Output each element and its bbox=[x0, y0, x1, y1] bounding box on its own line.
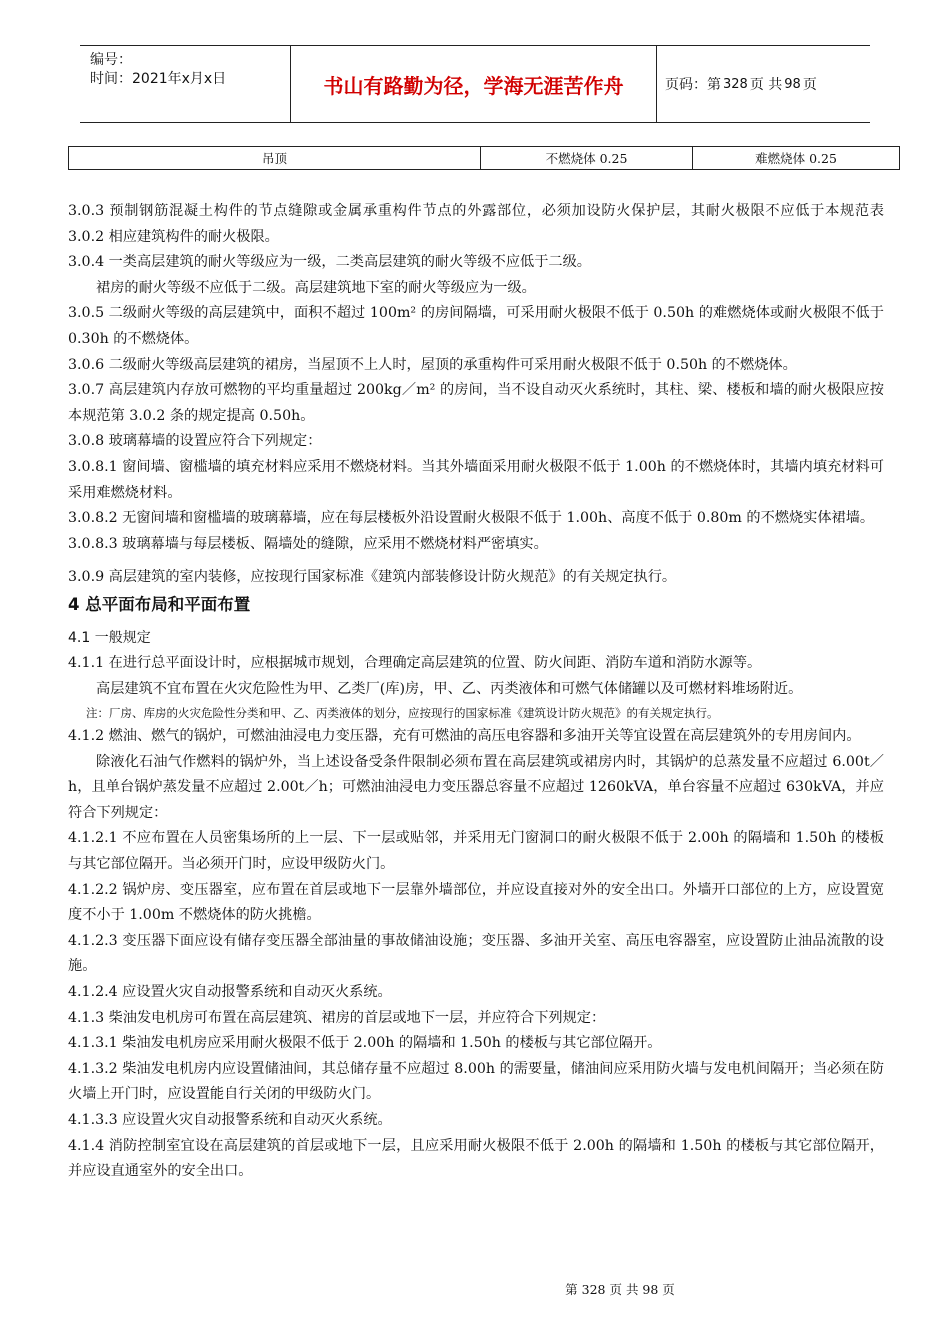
page-header bbox=[80, 45, 870, 123]
clause-paragraph: 3.0.5 二级耐火等级的高层建筑中，面积不超过 100m² 的房间隔墙，可采用耐火极限不低于 0.50h 的难燃烧体或耐火极限不低于 0.30h 的不燃烧体。 bbox=[68, 305, 884, 347]
clause-paragraph: 3.0.8 玻璃幕墙的设置应符合下列规定： bbox=[68, 433, 322, 450]
section-heading: 4 总平面布局和平面布置 bbox=[68, 594, 251, 614]
page-footer: 第 328 页 共 98 页 bbox=[565, 1282, 675, 1297]
clause-paragraph: 3.0.8.2 无窗间墙和窗槛墙的玻璃幕墙，应在每层楼板外沿设置耐火极限不低于 1.00h、高度不低于 0.80m 的不燃烧实体裙墙。 bbox=[68, 510, 875, 527]
clause-paragraph: 3.0.6 二级耐火等级高层建筑的裙房，当屋顶不上人时，屋顶的承重构件可采用耐火极限不低于 0.50h 的不燃烧体。 bbox=[68, 356, 797, 373]
header-meta bbox=[80, 46, 300, 127]
table-cell: 吊顶 bbox=[69, 147, 481, 170]
clause-paragraph: 3.0.7 高层建筑内存放可燃物的平均重量超过 200kg／m² 的房间，当不设自动灭火系统时，其柱、梁、楼板和墙的耐火极限应按本规范第 3.0.2 条的规定提高 0.50h。 bbox=[68, 382, 884, 424]
page-suffix: 页 bbox=[802, 77, 817, 93]
clause-paragraph: 4.1.2.3 变压器下面应设有储存变压器全部油量的事故储油设施；变压器、多油开关室、高压电容器室，应设置防止油品流散的设施。 bbox=[68, 932, 884, 975]
clause-paragraph: 3.0.9 高层建筑的室内装修，应按现行国家标准《建筑内部装修设计防火规范》的有关规定执行。 bbox=[68, 569, 677, 586]
subsection-heading: 4.1 一般规定 bbox=[68, 629, 151, 646]
clause-paragraph: 4.1.3.3 应设置火灾自动报警系统和自动灭火系统。 bbox=[68, 1112, 392, 1128]
clause-paragraph: 4.1.3 柴油发电机房可布置在高层建筑、裙房的首层或地下一层，并应符合下列规定： bbox=[68, 1009, 606, 1026]
clause-paragraph: 裙房的耐火等级不应低于二级。高层建筑地下室的耐火等级应为一级。 bbox=[96, 279, 536, 296]
document-body bbox=[68, 199, 884, 1185]
clause-paragraph: 3.0.8.1 窗间墙、窗槛墙的填充材料应采用不燃烧材料。当其外墙面采用耐火极限不低于 1.00h 的不燃烧体时，其墙内填充材料可采用难燃烧材料。 bbox=[68, 458, 884, 501]
table-row bbox=[69, 147, 900, 170]
clause-paragraph: 4.1.3.1 柴油发电机房应采用耐火极限不低于 2.00h 的隔墙和 1.50h 的楼板与其它部位隔开。 bbox=[68, 1035, 662, 1052]
clause-paragraph: 3.0.3 预制钢筋混凝土构件的节点缝隙或金属承重构件节点的外露部位，必须加设防火保护层，其耐火极限不应低于本规范表 3.0.2 相应建筑构件的耐火极限。 bbox=[68, 203, 884, 245]
clause-paragraph: 4.1.1 在进行总平面设计时，应根据城市规划，合理确定高层建筑的位置、防火间距、消防车道和消防水源等。 bbox=[68, 654, 762, 671]
time-label: 时间：2021年x月x日 bbox=[90, 71, 227, 87]
motto-text: 书山有路勤为径，学海无涯苦作舟 bbox=[323, 73, 624, 98]
note-paragraph: 注：厂房、库房的火灾危险性分类和甲、乙、丙类液体的划分，应按现行的国家标准《建筑设计防火规范》的有关规定执行。 bbox=[86, 706, 719, 721]
header-page-info bbox=[655, 46, 880, 122]
clause-paragraph: 3.0.4 一类高层建筑的耐火等级应为一级，二类高层建筑的耐火等级不应低于二级。 bbox=[68, 254, 591, 271]
clause-paragraph: 4.1.3.2 柴油发电机房内应设置储油间，其总储存量不应超过 8.00h 的需要量，储油间应采用防火墙与发电机间隔开；当必须在防火墙上开门时，应设置能自行关闭的甲级防火门。 bbox=[68, 1060, 884, 1103]
page-mid: 页 共 bbox=[749, 77, 783, 93]
page-prefix: 页码：第 bbox=[665, 77, 721, 93]
table-cell: 难燃烧体 0.25 bbox=[693, 147, 900, 170]
page-number: 328 bbox=[723, 76, 748, 92]
page-total: 98 bbox=[784, 76, 801, 92]
clause-paragraph: 3.0.8.3 玻璃幕墙与每层楼板、隔墙处的缝隙，应采用不燃烧材料严密填实。 bbox=[68, 535, 548, 552]
clause-paragraph: 4.1.2.4 应设置火灾自动报警系统和自动灭火系统。 bbox=[68, 984, 392, 1001]
fire-resistance-table bbox=[68, 146, 900, 170]
header-motto-cell bbox=[290, 46, 657, 122]
clause-paragraph: 高层建筑不宜布置在火灾危险性为甲、乙类厂(库)房，甲、乙、丙类液体和可燃气体储罐以及可燃材料堆场附近。 bbox=[96, 680, 803, 697]
clause-paragraph: 除液化石油气作燃料的锅炉外，当上述设备受条件限制必须布置在高层建筑或裙房内时，其锅炉的总蒸发量不应超过 6.00t／h，且单台锅炉蒸发量不应超过 2.00t／h；可燃油油浸电力变压器总容量不应超过 1260kVA，单台容量不应超过 630kVA，并应符合下列规定： bbox=[68, 753, 884, 821]
clause-paragraph: 4.1.2.1 不应布置在人员密集场所的上一层、下一层或贴邻，并采用无门窗洞口的耐火极限不低于 2.00h 的隔墙和 1.50h 的楼板与其它部位隔开。当必须开门时，应设甲级防火门。 bbox=[68, 830, 884, 873]
clause-paragraph: 4.1.4 消防控制室宜设在高层建筑的首层或地下一层，且应采用耐火极限不低于 2.00h 的隔墙和 1.50h 的楼板与其它部位隔开，并应设直通室外的安全出口。 bbox=[68, 1137, 884, 1180]
table-cell: 不燃烧体 0.25 bbox=[481, 147, 693, 170]
clause-paragraph: 4.1.2 燃油、燃气的锅炉，可燃油油浸电力变压器，充有可燃油的高压电容器和多油开关等宜设置在高层建筑外的专用房间内。 bbox=[68, 728, 861, 745]
number-label: 编号： bbox=[90, 52, 132, 68]
clause-paragraph: 4.1.2.2 锅炉房、变压器室，应布置在首层或地下一层靠外墙部位，并应设直接对外的安全出口。外墙开口部位的上方，应设置宽度不小于 1.00m 不燃烧体的防火挑檐。 bbox=[68, 881, 884, 924]
